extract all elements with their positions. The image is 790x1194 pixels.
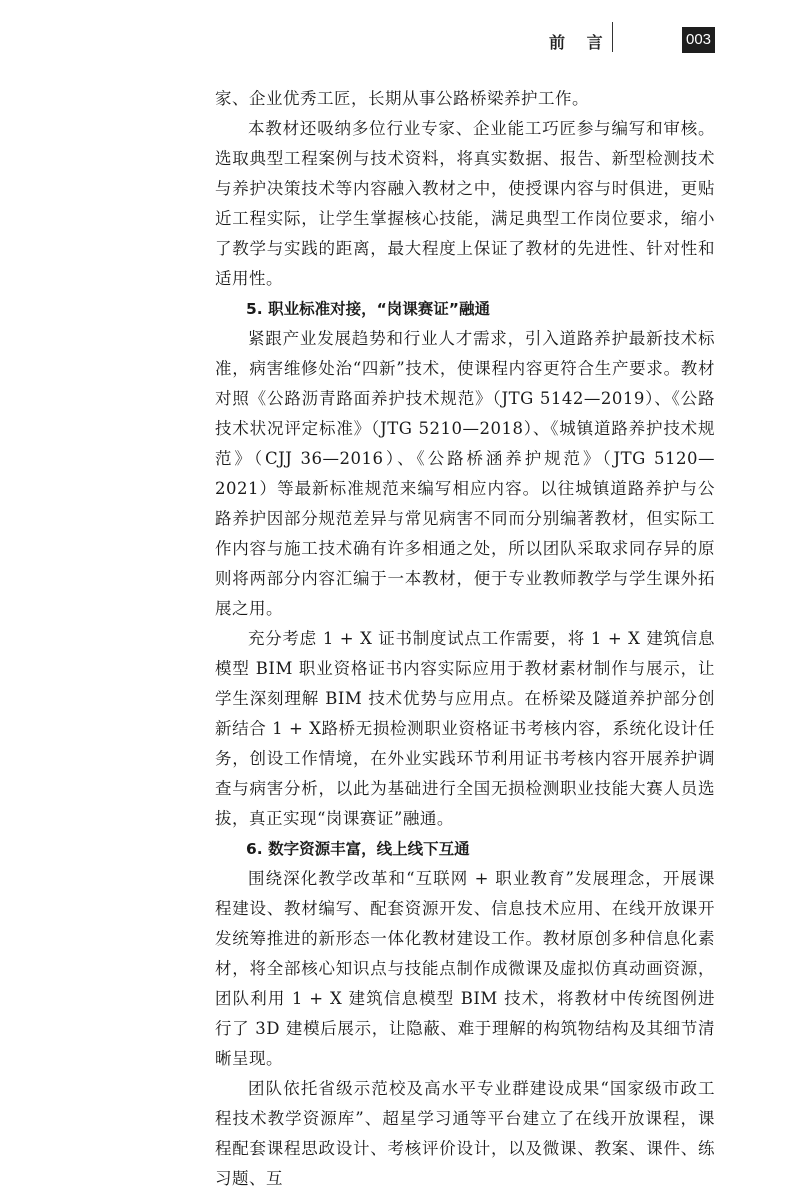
body-text xyxy=(215,84,715,1194)
section-heading: 5. 职业标准对接，“岗课赛证”融通 xyxy=(246,300,490,318)
paragraph: 本教材还吸纳多位行业专家、企业能工巧匠参与编写和审核。选取典型工程案例与技术资料，将真实数据、报告、新型检测技术与养护决策技术等内容融入教材之中，使授课内容与时俱进，更贴近工程实际，让学生掌握核心技能，满足典型工作岗位要求，缩小了教学与实践的距离，最大程度上保证了教材的先进性、针对性和适用性。 xyxy=(215,119,715,288)
section-title: 前 言 xyxy=(549,33,611,52)
page-header xyxy=(0,0,790,60)
paragraph: 围绕深化教学改革和“互联网 + 职业教育”发展理念，开展课程建设、教材编写、配套资源开发、信息技术应用、在线开放课开发统筹推进的新形态一体化教材建设工作。教材原创多种信息化素材，将全部核心知识点与技能点制作成微课及虚拟仿真动画资源，团队利用 1 + X 建筑信息模型 BIM 技术，将教材中传统图例进行了 3D 建模后展示，让隐蔽、难于理解的构筑物结构及其细节清晰呈现。 xyxy=(215,869,715,1068)
paragraph: 充分考虑 1 + X 证书制度试点工作需要，将 1 + X 建筑信息模型 BIM 职业资格证书内容实际应用于教材素材制作与展示，让学生深刻理解 BIM 技术优势与应用点。在桥梁及隧道养护部分创新结合 1 + X路桥无损检测职业资格证书考核内容，系统化设计任务，创设工作情境，在外业实践环节利用证书考核内容开展养护调查与病害分析，以此为基础进行全国无损检测职业技能大赛人员选拔，真正实现“岗课赛证”融通。 xyxy=(215,629,715,828)
section-heading: 6. 数字资源丰富，线上线下互通 xyxy=(246,840,470,858)
header-divider xyxy=(612,22,613,52)
paragraph: 团队依托省级示范校及高水平专业群建设成果“国家级市政工程技术教学资源库”、超星学习通等平台建立了在线开放课程，课程配套课程思政设计、考核评价设计，以及微课、教案、课件、练习题、互 xyxy=(215,1079,715,1188)
paragraph: 家、企业优秀工匠，长期从事公路桥梁养护工作。 xyxy=(215,89,589,108)
page-number: 003 xyxy=(682,27,715,53)
paragraph: 紧跟产业发展趋势和行业人才需求，引入道路养护最新技术标准，病害维修处治“四新”技术，使课程内容更符合生产要求。教材对照《公路沥青路面养护技术规范》（JTG 5142—2019）、《公路技术状况评定标准》（JTG 5210—2018）、《城镇道路养护技术规范》（CJJ 36—2016）、《公路桥涵养护规范》（JTG 5120—2021）等最新标准规范来编写相应内容。以往城镇道路养护与公路养护因部分规范差异与常见病害不同而分别编著教材，但实际工作内容与施工技术确有许多相通之处，所以团队采取求同存异的原则将两部分内容汇编于一本教材，便于专业教师教学与学生课外拓展之用。 xyxy=(215,329,715,618)
